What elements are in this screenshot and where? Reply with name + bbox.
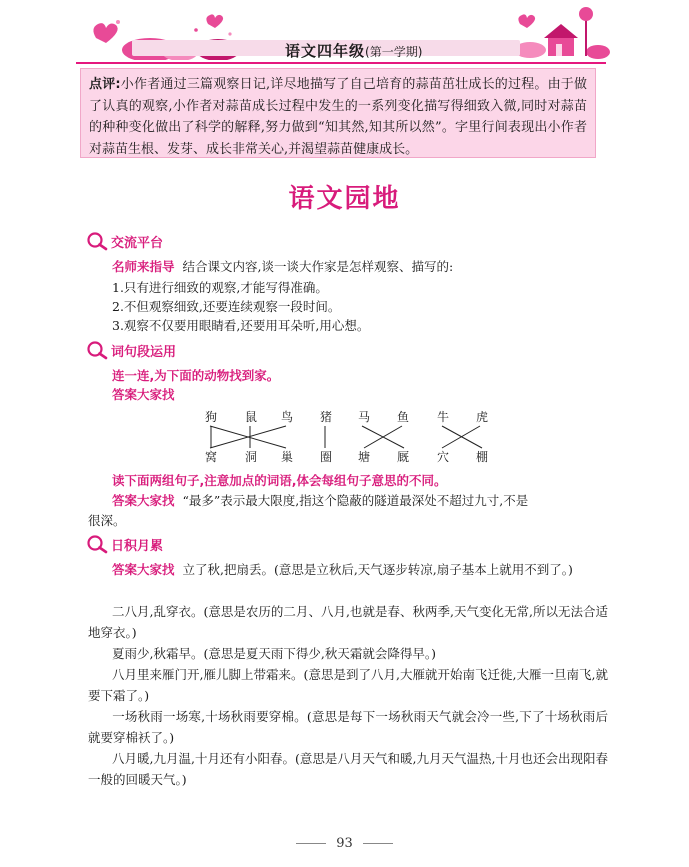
page-number: 93: [0, 836, 689, 851]
proverb-item: 八月里来雁门开,雁儿脚上带霜来。(意思是到了八月,大雁就开始南飞迁徙,大雁一旦南飞,就要下霜了。): [88, 667, 608, 703]
comment-text: 小作者通过三篇观察日记,详尽地描写了自己培育的蒜苗茁壮成长的过程。由于做了认真的观察,小作者对蒜苗成长过程中发生的一系列变化描写得细致入微,同时对蒜苗的种种变化做出了科学的解释,努力做到“知其然,知其所以然”。字里行间表现出小作者对蒜苗生根、发芽、成长非常关心,并渴望蒜苗健康成长。: [89, 77, 587, 157]
home-word: 圈: [320, 450, 333, 464]
match-line: [364, 426, 402, 448]
animal-word: 鸟: [281, 410, 294, 424]
task-connect: 连一连,为下面的动物找到家。: [112, 368, 280, 383]
magnifier-icon: [86, 231, 110, 251]
task-sentences: 读下面两组句子,注意加点的词语,体会每组句子意思的不同。: [112, 473, 447, 488]
proverb-item: 一场秋雨一场寒,十场秋雨要穿棉。(意思是每下一场秋雨天气就会冷一些,下了十场秋雨后就要穿棉袄了。): [88, 709, 608, 745]
matching-lines: [190, 424, 500, 452]
guide-line: [112, 258, 453, 276]
answer-label: 答案大家找: [112, 387, 175, 402]
list-item: 1.只有进行细致的观察,才能写得准确。: [112, 280, 328, 295]
animal-word: 马: [358, 410, 371, 424]
guide-label: 名师来指导: [112, 259, 175, 274]
proverb-item: 夏雨少,秋霜早。(意思是夏天雨下得少,秋天霜就会降得早。): [112, 646, 436, 661]
answer-line: 答案大家找 “最多”表示最大限度,指这个隐蔽的隧道最深处不超过九寸,不是: [112, 493, 529, 508]
proverb-item: 八月暖,九月温,十月还有小阳春。(意思是八月天气和暖,九月天气温热,十月也还会出现阳春一般的回暖天气。): [88, 751, 608, 787]
comment-label: 点评:: [89, 77, 121, 92]
page-title: 语文园地: [288, 184, 401, 214]
comment-box: [80, 68, 596, 158]
section-heading-word-usage: 词句段运用: [86, 340, 176, 360]
section-heading-accumulation: 日积月累: [86, 534, 163, 554]
animal-word: 虎: [476, 410, 489, 424]
animal-word: 鱼: [397, 410, 410, 424]
page-header: [0, 0, 689, 60]
home-word: 穴: [437, 450, 450, 464]
home-word: 洞: [245, 450, 258, 464]
animal-word: 鼠: [245, 410, 258, 424]
guide-text: 结合课文内容,谈一谈大作家是怎样观察、描写的:: [182, 259, 454, 274]
home-word: 厩: [397, 450, 410, 464]
home-word: 窝: [205, 450, 218, 464]
heart-icon: [206, 14, 223, 28]
animal-word: 猪: [320, 410, 333, 424]
list-item: 3.观察不仅要用眼睛看,还要用耳朵听,用心想。: [112, 318, 370, 333]
heart-icon: [93, 23, 117, 43]
home-word: 塘: [358, 450, 371, 464]
home-word: 巢: [281, 450, 294, 464]
magnifier-icon: [86, 340, 110, 360]
proverb-item: 答案大家找 立了秋,把扇丢。(意思是立秋后,天气逐步转凉,扇子基本上就用不到了。): [112, 562, 573, 577]
list-item: 2.不但观察细致,还要连续观察一段时间。: [112, 299, 341, 314]
magnifier-icon: [86, 534, 110, 554]
proverb-item: 二八月,乱穿衣。(意思是农历的二月、八月,也就是春、秋两季,天气变化无常,所以无法合适地穿衣。): [88, 604, 608, 640]
header-divider: [76, 62, 606, 64]
book-title: 语文四年级(第一学期): [285, 42, 423, 60]
section-heading-exchange: 交流平台: [86, 231, 163, 251]
heart-icon: [518, 14, 535, 28]
animal-word: 牛: [437, 410, 450, 424]
answer-text: “最多”表示最大限度,指这个隐蔽的隧道最深处不超过九寸,不是: [182, 493, 529, 508]
home-word: 棚: [476, 450, 489, 464]
animal-word: 狗: [205, 410, 218, 424]
answer-text-cont: 很深。: [88, 513, 126, 528]
